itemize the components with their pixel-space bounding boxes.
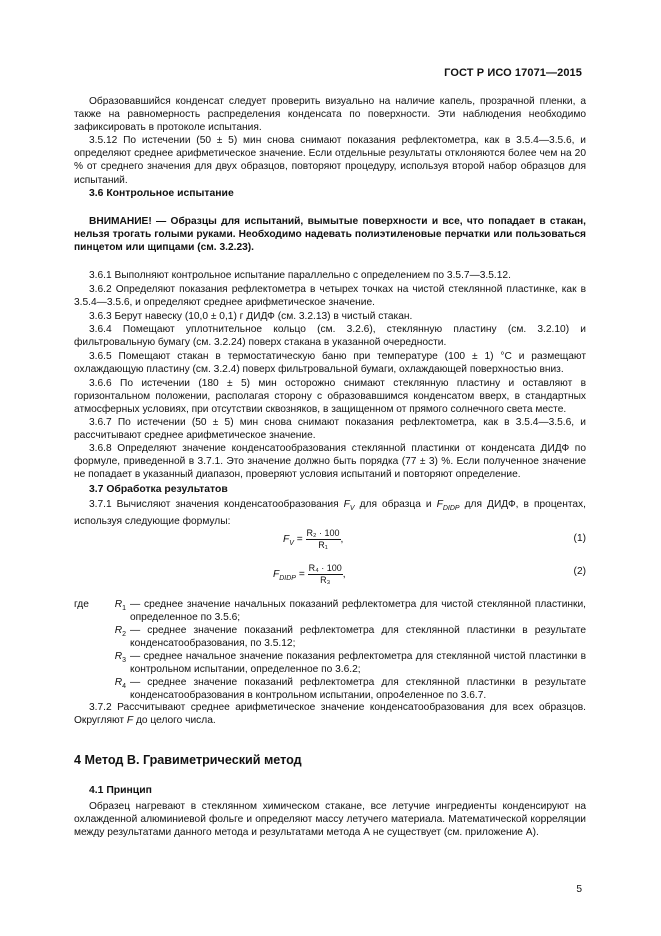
paragraph-3-7-2: 3.7.2 Рассчитывают среднее арифметическое значение конденсатообразования для всех образцов. Округляют F до целого числа. xyxy=(74,702,586,727)
paragraph-3-6-3: 3.6.3 Берут навеску (10,0 ± 0,1) г ДИДФ (см. 3.2.13) в чистый стакан. xyxy=(89,311,413,322)
paragraph-3-6-5: 3.6.5 Помещают стакан в термостатическую баню при температуре (100 ± 1) °С и размещают охлаждающую пластину (см. 3.2.4) поверх фильтровальной бумаги, охлаждающей поверхностью вниз. xyxy=(74,351,586,376)
standard-header: ГОСТ Р ИСО 17071—2015 xyxy=(444,67,582,79)
document-page: ГОСТ Р ИСО 17071—2015 Образовавшийся конденсат следует проверить визуально на наличие капель, прозрачной пленки, а также на равномерность распределения конденсата по поверхности. Эти наблюдения необходимо зафиксировать в протоколе испытания. 3.5.12 По истечении (50 ± 5) мин снова снимают показания рефлектометра, как в 3.5.4—3.5.6, и определяют среднее арифметическое значение. Если отдельные результаты отклоняются более чем на 20 % от среднего значения для двух образцов, повторяют процедуру, используя второй набор образцов для испытаний. 3.6 Контрольное испытание ВНИМАНИЕ! — Образцы для испытаний, вымытые поверхности и все, что попадает в стакан, нельзя трогать голыми руками. Необходимо надевать полиэтиленовые перчатки или пользоваться пинцетом или щипцами (см. 3.2.23). 3.6.1 Выполняют контрольное испытание параллельно с определением по 3.5.7—3.5.12. 3.6.2 Определяют показания рефлектометра в четырех точках на чистой стеклянной пластинке, как в 3.5.4—3.5.6, и определяют среднее арифметическое значение. 3.6.3 Берут навеску (10,0 ± 0,1) г ДИДФ (см. 3.2.13) в чистый стакан. 3.6.4 Помещают уплотнительное кольцо (см. 3.2.6), стеклянную пластину (см. 3.2.10) и фильтровальную бумагу (см. 3.2.24) поверх стакана в указанной очередности. 3.6.5 Помещают стакан в термостатическую баню при температуре (100 ± 1) °С и размещают охлаждающую пластину (см. 3.2.4) поверх фильтровальной бумаги, охлаждающей поверхностью вниз. 3.6.6 По истечении (180 ± 5) мин осторожно снимают стеклянную пластину и оставляют в горизонтальном положении, располагая сторону с образовавшимся конденсатом вверх, в стандартных атмосферных условиях, при отсутствии сквозняков, в защищенном от прямого солнечного света месте. 3.6.7 По истечении (50 ± 5) мин снова снимают показания рефлектометра, как в 3.5.4—3.5.6, и рассчитывают среднее арифметическое значение. 3.6.8 Определяют значение конденсатообразования стеклянной пластинки от конденсата ДИДФ по формуле, приведенной в 3.7.1. Это значение должно быть порядка (77 ± 3) %. Если полученное значение не попадает в указанный диапазон, проверяют условия испытаний и повторяют определение. 3.7 Обработка результатов 3.7.1 Вычисляют значения конденсатообразования $F_V$ для образца и $F_{DIDP}$ для ДИДФ, в процентах, используя следующие формулы: $F_V$ = $\frac{\text{R₂ · 100}}{\text{R₁}}$ , (1) $F_{DIDP}$ = $\frac{\text{R₄ · 100}}{\text{R₃}}$ , (2) где $R_1$ — среднее значение начальных показаний рефлектометра для чистой стеклянной пластинки, определенное по 3.5.6; $R_2$ — среднее значение показаний рефлектометра для стеклянной пластинки в результате конденсатообразования, по 3.5.12; $R_3$ — среднее начальное значение показания рефлектометра для стеклянной чистой пластинки в контрольном испытании, определенное по 3.6.2; $R_4$ — среднее значение показаний рефлектометра для стеклянной пластинки в результате конденсатообразования в контрольном испытании, опро4еленное по 3.6.7. 3.7.2 Рассчитывают среднее арифметическое значение конденсатообразования для всех образцов. Округляют F до целого числа. 4 Метод В. Гравиметрический метод 4.1 Принцип Образец нагревают в стеклянном химическом стакане, все летучие ингредиенты конденсируют на охлажденной алюминиевой фольге и определяют массу летучего материала. Математической корреляции между результатами данного метода и результатами метода А не существует (см. приложение А). 5 xyxy=(74,67,586,895)
formula-2: $F_{DIDP}$ = $\frac{\text{R₄ · 100}}{\text{R₃}}$ , xyxy=(273,563,346,585)
section-heading-3-6: 3.6 Контрольное испытание xyxy=(89,188,234,199)
formula-2-numerator: R₄ · 100 xyxy=(308,563,342,573)
section-heading-4-1: 4.1 Принцип xyxy=(89,785,152,796)
paragraph-3-6-7: 3.6.7 По истечении (50 ± 5) мин снова снимают показания рефлектометра, как в 3.5.4—3.5.6, и рассчитывают среднее арифметическое значение. xyxy=(74,417,586,442)
paragraph-3-6-1: 3.6.1 Выполняют контрольное испытание параллельно с определением по 3.5.7—3.5.12. xyxy=(89,270,511,281)
paragraph-3-6-4: 3.6.4 Помещают уплотнительное кольцо (см. 3.2.6), стеклянную пластину (см. 3.2.10) и фильтровальную бумагу (см. 3.2.24) поверх стакана в указанной очередности. xyxy=(74,324,586,349)
paragraph-3-7-1: 3.7.1 Вычисляют значения конденсатообразования $F_V$ для образца и $F_{DIDP}$ для ДИДФ, в процентах, используя следующие формулы: xyxy=(74,499,586,528)
page-number: 5 xyxy=(576,884,582,895)
section-heading-3-7: 3.7 Обработка результатов xyxy=(89,484,228,495)
formula-1: $F_V$ = $\frac{\text{R₂ · 100}}{\text{R₁}}$ , xyxy=(283,528,344,550)
section-heading-4: 4 Метод В. Гравиметрический метод xyxy=(74,753,302,767)
formula-1-numerator: R₂ · 100 xyxy=(306,528,340,538)
paragraph-condensate-check: Образовавшийся конденсат следует проверить визуально на наличие капель, прозрачной пленки, а также на равномерность распределения конденсата по поверхности. Эти наблюдения необходимо зафиксировать в протоколе испытания. xyxy=(74,96,586,134)
paragraph-3-6-2: 3.6.2 Определяют показания рефлектометра в четырех точках на чистой стеклянной пластинке, как в 3.5.4—3.5.6, и определяют среднее арифметическое значение. xyxy=(74,284,586,309)
formula-1-denominator: R₁ xyxy=(318,540,328,550)
formula-1-number: (1) xyxy=(573,533,586,544)
paragraph-3-6-6: 3.6.6 По истечении (180 ± 5) мин осторожно снимают стеклянную пластину и оставляют в горизонтальном положении, располагая сторону с образовавшимся конденсатом вверх, в стандартных атмосферных условиях, при отсутствии сквозняков, в защищенном от прямого солнечного света месте. xyxy=(74,378,586,416)
where-label: где xyxy=(74,599,89,610)
formula-2-denominator: R₃ xyxy=(320,575,331,585)
paragraph-4-1: Образец нагревают в стеклянном химическом стакане, все летучие ингредиенты конденсируют на охлажденной алюминиевой фольге и определяют массу летучего материала. Математической корреляции между результатами данного метода и результатами метода А не существует (см. приложение А). xyxy=(74,801,586,839)
formula-2-number: (2) xyxy=(573,566,586,577)
warning-paragraph: ВНИМАНИЕ! — Образцы для испытаний, вымытые поверхности и все, что попадает в стакан, нельзя трогать голыми руками. Необходимо надевать полиэтиленовые перчатки или пользоваться пинцетом или щипцами (см. 3.2.23). xyxy=(74,216,586,254)
paragraph-3-5-12: 3.5.12 По истечении (50 ± 5) мин снова снимают показания рефлектометра, как в 3.5.4—3.5.6, и определяют среднее арифметическое значение. Если отдельные результаты отклоняются более чем на 20 % от среднего значения для двух образцов, повторяют процедуру, используя второй набор образцов для испытаний. xyxy=(74,135,586,186)
paragraph-3-6-8: 3.6.8 Определяют значение конденсатообразования стеклянной пластинки от конденсата ДИДФ по формуле, приведенной в 3.7.1. Это значение должно быть порядка (77 ± 3) %. Если полученное значение не попадает в указанный диапазон, проверяют условия испытаний и повторяют определение. xyxy=(74,443,586,481)
